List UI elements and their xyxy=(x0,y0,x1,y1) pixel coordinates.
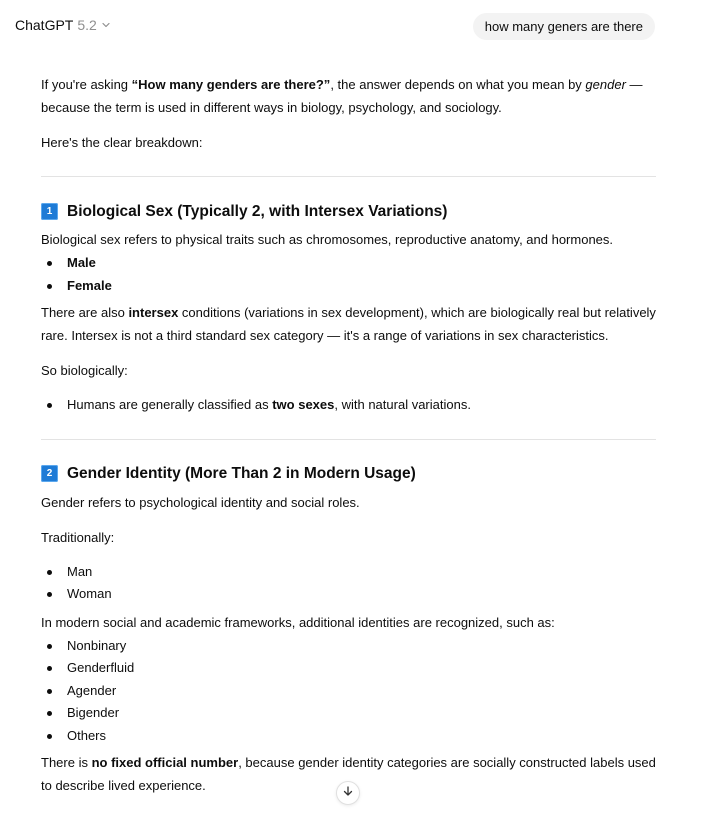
list-item: Genderfluid xyxy=(41,657,656,680)
divider xyxy=(41,439,656,440)
sex-list xyxy=(41,252,656,297)
list-item: Nonbinary xyxy=(41,635,656,658)
list-item: Man xyxy=(41,561,656,584)
section-1-description: Biological sex refers to physical traits such as chromosomes, reproductive anatomy, and hormones. xyxy=(41,232,614,247)
traditionally-text: Traditionally: xyxy=(41,529,115,545)
list-item: Humans are generally classified as two sexes, with natural variations. xyxy=(41,394,656,417)
breakdown-text: Here's the clear breakdown: xyxy=(41,135,203,150)
divider xyxy=(41,176,656,177)
section-2-heading xyxy=(41,462,656,486)
list-item: Others xyxy=(41,725,656,748)
assistant-response xyxy=(41,73,656,797)
section-2-description: Gender refers to psychological identity and social roles. xyxy=(41,494,360,510)
list-item: Male xyxy=(41,252,656,275)
number-1-icon: 1 xyxy=(41,203,58,220)
top-bar xyxy=(0,0,712,52)
modern-intro-text: In modern social and academic frameworks, additional identities are recognized, such as: xyxy=(41,614,555,630)
intersex-paragraph: There are also intersex conditions (variations in sex development), which are biologically real but relatively rare. Intersex is not a third standard sex category — it's a range of variations in sex characteristics. xyxy=(41,305,656,343)
list-item: Bigender xyxy=(41,702,656,725)
chevron-down-icon xyxy=(101,20,111,30)
section-1-heading xyxy=(41,199,656,223)
section-1-title: Biological Sex (Typically 2, with Intersex Variations) xyxy=(67,202,448,220)
biology-summary-list xyxy=(41,394,656,417)
intro-paragraph: If you're asking “How many genders are there?”, the answer depends on what you mean by gender — because the term is used in different ways in biology, psychology, and sociology. xyxy=(41,77,643,115)
modern-identities-list xyxy=(41,635,656,748)
section-2-title: Gender Identity (More Than 2 in Modern Usage) xyxy=(67,465,416,482)
model-version: 5.2 xyxy=(77,17,97,33)
scroll-down-button[interactable] xyxy=(336,781,360,805)
list-item: Agender xyxy=(41,680,656,703)
traditional-list xyxy=(41,561,656,606)
model-selector[interactable] xyxy=(15,17,111,33)
closing-paragraph: There is no fixed official number, because gender identity categories are socially constructed labels used to describe lived experience. xyxy=(41,755,656,793)
user-message-bubble: how many geners are there xyxy=(473,13,655,40)
arrow-down-icon xyxy=(342,784,354,802)
model-name: ChatGPT xyxy=(15,17,74,33)
list-item: Woman xyxy=(41,583,656,606)
number-2-icon: 2 xyxy=(41,465,58,482)
so-biologically-text: So biologically: xyxy=(41,363,128,378)
list-item: Female xyxy=(41,275,656,298)
